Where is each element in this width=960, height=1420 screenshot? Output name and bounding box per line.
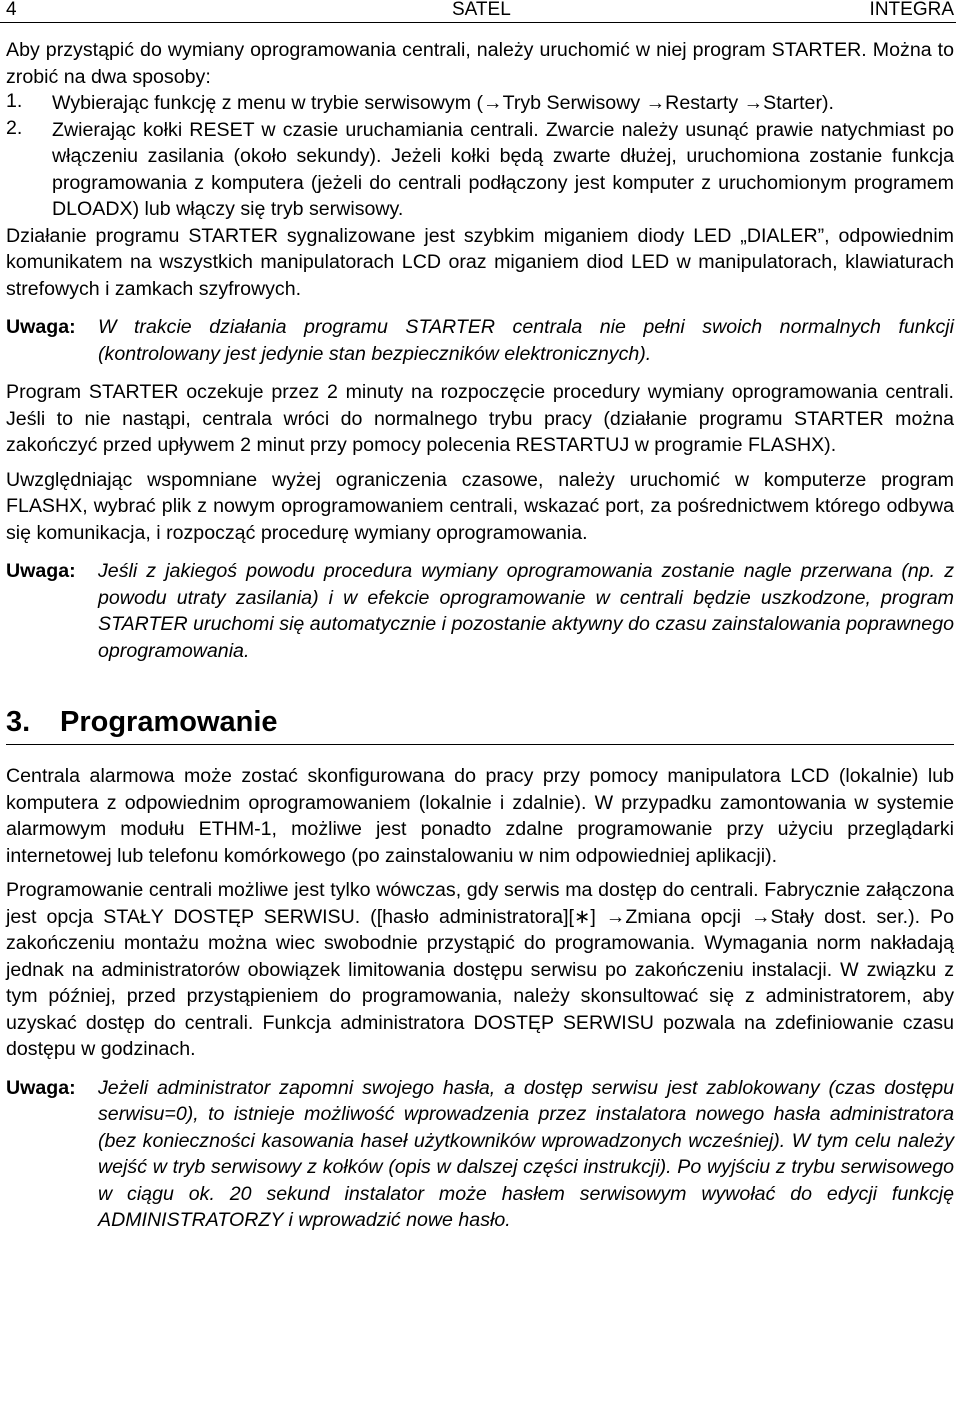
note-text: W trakcie działania programu STARTER centrala nie pełni swoich normalnych funkcji (kontrolowany jest jedynie stan bezpieczników elektronicznych). — [98, 316, 954, 365]
starter-wait-paragraph: Program STARTER oczekuje przez 2 minuty na rozpoczęcie procedury wymiany oprogramowania centrali. Jeśli to nie nastąpi, centrala wróci do normalnego trybu pracy (działanie programu STARTER można zakończyć przed upływem 2 minut przy pomocy polecenia RESTARTUJ w programie FLASHX). — [6, 381, 954, 456]
note-box — [6, 314, 954, 367]
note-label: Uwaga: — [6, 316, 76, 338]
note-box — [6, 1075, 954, 1234]
note-text: Jeśli z jakiegoś powodu procedura wymiany oprogramowania zostanie nagle przerwana (np. z powodu utraty zasilania) i w efekcie oprogramowanie w centrali będzie uszkodzone, program STARTER uruchomi się automatycznie i pozostanie aktywny do czasu zainstalowania poprawnego oprogramowania. — [98, 560, 954, 662]
header-product: INTEGRA — [869, 0, 954, 20]
page-content — [6, 37, 954, 1234]
section-number: 3. — [6, 706, 31, 738]
list-item — [6, 90, 954, 117]
list-item — [6, 117, 954, 223]
section-heading — [6, 704, 954, 745]
intro-paragraph: Aby przystąpić do wymiany oprogramowania centrali, należy uruchomić w niej program STARTER. Można to zrobić na dwa sposoby: — [6, 39, 954, 88]
list-item-text: Wybierając funkcję z menu w trybie serwisowym (→Tryb Serwisowy →Restarty →Starter). — [52, 92, 834, 114]
list-item-number: 1. — [6, 90, 23, 112]
configuration-paragraph: Centrala alarmowa może zostać skonfigurowana do pracy przy pomocy manipulatora LCD (lokalnie) lub komputera z odpowiednim oprogramowaniem (lokalnie i zdalnie). W przypadku zamontowania w systemie alarmowym modułu ETHM-1, możliwe jest ponadto zdalne programowanie przy użyciu przeglądarki internetowej lub telefonu komórkowego (po zainstalowaniu w nim odpowiedniej aplikacji). — [6, 765, 954, 867]
note-label: Uwaga: — [6, 1076, 76, 1099]
note-text: Jeżeli administrator zapomni swojego hasła, a dostęp serwisu jest zablokowany (czas dostępu serwisu=0), to istnieje możliwość wprowadzenia przez instalatora nowego hasła administratora (bez konieczności kasowania haseł użytkowników wprowadzonych wcześniej). W tym celu należy wejść w tryb serwisowy z kołków (opis w dalszej części instrukcji). Po wyjściu z trybu serwisowego w ciągu ok. 20 sekund instalator może hasłem serwisowym wywołać do edycji funkcję ADMINISTRATORZY i wprowadzić nowe hasło. — [98, 1076, 954, 1231]
service-access-paragraph: Programowanie centrali możliwe jest tylko wówczas, gdy serwis ma dostęp do centrali. Fabrycznie załączona jest opcja STAŁY DOSTĘP SERWISU. ([hasło administratora][∗] →Zmiana opcji →Stały dost. ser.). Po zakończeniu montażu można wiec swobodnie przystąpić do programowania. Wymagania norm nakładają jednak na administratorów obowiązek limitowania dostępu serwisu po zakończeniu instalacji. W związku z tym później, przed przystąpieniem do programowania, należy skonsultować się z administratorem, aby uzyskać dostęp do centrali. Funkcja administratora DOSTĘP SERWISU pozwala na zdefiniowanie czasu dostępu w godzinach. — [6, 879, 954, 1060]
list-item-text: Zwierając kołki RESET w czasie uruchamiania centrali. Zwarcie należy usunąć prawie natychmiast po włączeniu zasilania (około sekundy). Jeżeli kołki będą zwarte dłużej, uruchomiona zostanie funkcja programowania z komputera (jeżeli do centrali podłączony jest komputer z uruchomionym programem DLOADX) lub włączy się tryb serwisowy. — [52, 118, 954, 220]
header-brand: SATEL — [452, 0, 511, 20]
note-box — [6, 558, 954, 664]
flashx-paragraph: Uwzględniając wspomniane wyżej ograniczenia czasowe, należy uruchomić w komputerze program FLASHX, wybrać plik z nowym oprogramowaniem centrali, wskazać port, za pośrednictwem którego odbywa się komunikacja, i rozpocząć procedurę wymiany oprogramowania. — [6, 468, 954, 544]
note-label: Uwaga: — [6, 560, 76, 582]
starter-signal-paragraph: Działanie programu STARTER sygnalizowane jest szybkim miganiem diody LED „DIALER”, odpowiednim komunikatem na wszystkich manipulatorach LCD oraz miganiem diod LED w manipulatorach, klawiaturach strefowych i zamkach szyfrowych. — [6, 224, 954, 300]
page-header — [0, 0, 956, 23]
page-number: 4 — [6, 0, 17, 20]
section-title: Programowanie — [60, 706, 278, 738]
list-item-number: 2. — [6, 116, 23, 139]
